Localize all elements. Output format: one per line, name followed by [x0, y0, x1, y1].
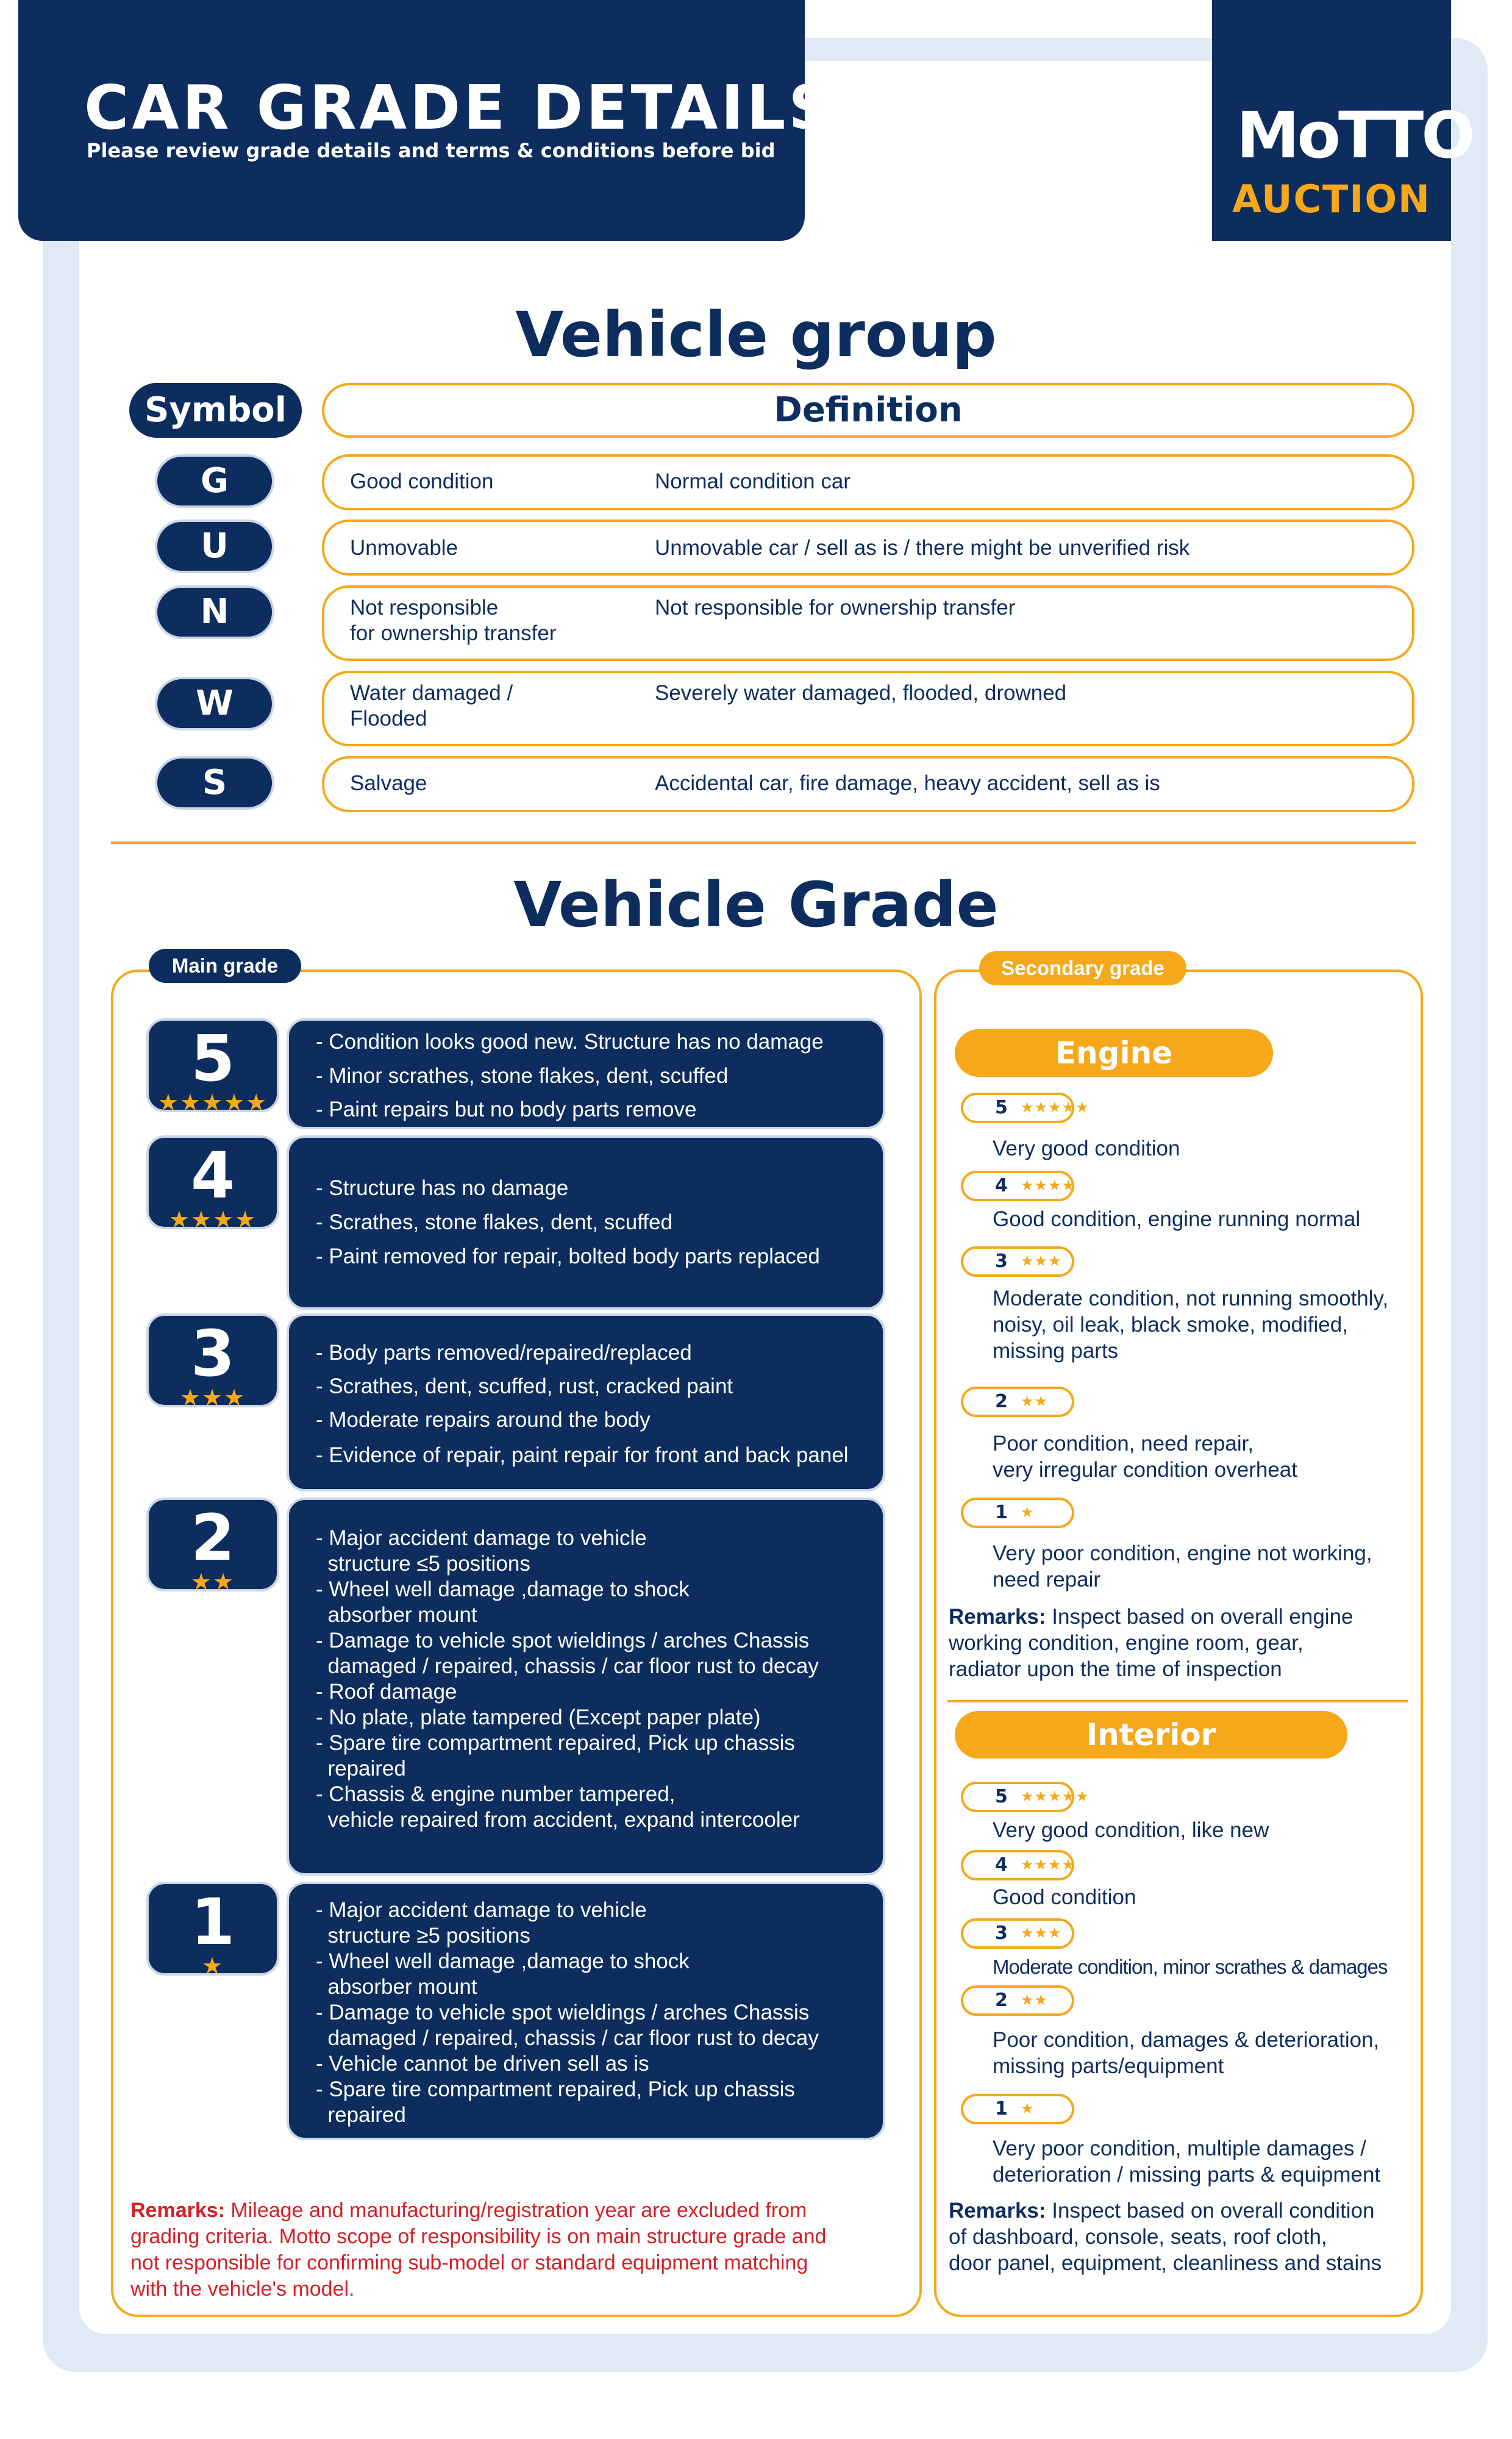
star-icon: ★★ [190, 1569, 235, 1595]
grade-line: - Wheel well damage ,damage to shock [316, 1949, 690, 1973]
engine-grade-3-pill [961, 1246, 1074, 1277]
remarks-label: Remarks: [949, 2199, 1046, 2223]
grade-line: - No plate, plate tampered (Except paper plate) [316, 1705, 761, 1729]
star-icon: ★★★★★ [1021, 1788, 1089, 1805]
grade-number: 3 [190, 1316, 235, 1391]
grade-line: - Scrathes, stone flakes, dent, scuffed [316, 1210, 672, 1234]
grade-line: - Condition looks good new. Structure has no damage [316, 1030, 824, 1054]
grade-3-description [287, 1313, 885, 1491]
grade-line: damaged / repaired, chassis / car floor rust to decay [316, 1654, 819, 1678]
grade-line: damaged / repaired, chassis / car floor rust to decay [316, 2026, 819, 2050]
grade-1-description [287, 1882, 885, 2140]
engine-grade-5-pill [961, 1093, 1089, 1123]
engine-grade-2-text: Poor condition, need repair, very irregular condition overheat [993, 1432, 1297, 1482]
grade-line: - Vehicle cannot be driven sell as is [316, 2052, 649, 2076]
grade-3-badge [146, 1313, 279, 1411]
group-row-g [322, 454, 1414, 510]
engine-grade-2-pill [961, 1387, 1074, 1417]
remarks-text: Inspect based on overall engine working condition, engine room, gear, radiator upon the time of inspection [949, 1605, 1353, 1681]
interior-remarks [949, 2198, 1418, 2276]
grade-line: - Structure has no damage [316, 1176, 569, 1200]
interior-grade-3-pill [961, 1918, 1074, 1949]
vehicle-grade-title: Vehicle Grade [513, 869, 999, 941]
group-symbol-u: U [155, 520, 274, 573]
engine-grade-4-pill [961, 1171, 1074, 1201]
grade-1-badge [146, 1882, 279, 1979]
group-row-s [322, 756, 1414, 812]
engine-grade-4-text: Good condition, engine running normal [993, 1207, 1361, 1231]
grade-line: vehicle repaired from accident, expand intercooler [316, 1808, 800, 1832]
engine-grade-5-text: Very good condition [993, 1137, 1180, 1160]
engine-grade-3-text: Moderate condition, not running smoothly, noisy, oil leak, black smoke, modified, missing parts [993, 1287, 1389, 1363]
section-divider [111, 841, 1416, 844]
group-symbol-s: S [155, 756, 274, 810]
remarks-label: Remarks: [949, 1605, 1046, 1629]
grade-4-badge [146, 1135, 279, 1233]
grade-5-badge [146, 1018, 279, 1116]
remarks-text: Mileage and manufacturing/registration year are excluded from grading criteria. Motto scope of responsibility is on main structure grade and not responsible for confirming sub-model or standard equipment matching with the vehicle's model. [130, 2199, 827, 2301]
interior-header: Interior [955, 1711, 1347, 1759]
grade-number: 1 [190, 1885, 235, 1959]
grade-line: - Chassis & engine number tampered, [316, 1782, 676, 1806]
grade-number: 3 [995, 1923, 1008, 1944]
definition-header: Definition [322, 383, 1414, 438]
secondary-grade-label: Secondary grade [979, 951, 1186, 985]
interior-grade-4-text: Good condition [993, 1885, 1136, 1909]
group-row-u [322, 520, 1414, 576]
star-icon: ★ [1021, 2101, 1035, 2117]
logo-subtext: AUCTION [1232, 177, 1431, 221]
group-row-w [322, 671, 1414, 746]
star-icon: ★★★★ [1021, 1177, 1076, 1194]
grade-number: 1 [995, 2098, 1008, 2119]
engine-remarks [949, 1604, 1418, 1682]
interior-grade-2-text: Poor condition, damages & deterioration, missing parts/equipment [993, 2028, 1380, 2078]
vehicle-group-title: Vehicle group [515, 299, 997, 371]
remarks-text: Inspect based on overall condition of dashboard, console, seats, roof cloth, door panel, equipment, cleanliness and stains [949, 2199, 1382, 2275]
group-name: Water damaged / Flooded [350, 681, 513, 730]
grade-number: 5 [995, 1097, 1008, 1118]
grade-line: - Damage to vehicle spot wieldings / arches Chassis [316, 2001, 810, 2024]
group-definition: Normal condition car [655, 470, 850, 493]
group-definition: Severely water damaged, flooded, drowned [655, 681, 1067, 705]
grade-number: 4 [190, 1138, 235, 1213]
page-title: CAR GRADE DETAILS [84, 72, 836, 143]
grade-line: - Scrathes, dent, scuffed, rust, cracked paint [316, 1374, 733, 1398]
grade-number: 3 [995, 1251, 1008, 1272]
main-grade-remarks [130, 2198, 917, 2302]
grade-line: - Wheel well damage ,damage to shock [316, 1577, 690, 1601]
group-name: Not responsible for ownership transfer [350, 596, 557, 645]
engine-header: Engine [955, 1029, 1273, 1077]
star-icon: ★★★★★ [157, 1090, 268, 1116]
grade-line: - Major accident damage to vehicle [316, 1526, 647, 1550]
group-name: Unmovable [350, 536, 458, 560]
grade-4-description [287, 1135, 885, 1310]
grade-line: - Paint removed for repair, bolted body parts replaced [316, 1244, 820, 1268]
interior-grade-1-pill [961, 2094, 1074, 2124]
group-symbol-g: G [155, 454, 274, 508]
grade-line: - Body parts removed/repaired/replaced [316, 1341, 692, 1365]
symbol-header: Symbol [129, 383, 302, 438]
group-definition: Unmovable car / sell as is / there might be unverified risk [655, 536, 1190, 560]
star-icon: ★★★ [179, 1385, 246, 1411]
grade-line: - Evidence of repair, paint repair for front and back panel [316, 1443, 849, 1467]
star-icon: ★ [1021, 1504, 1035, 1521]
grade-line: structure ≥5 positions [316, 1924, 530, 1948]
star-icon: ★★★ [1021, 1925, 1062, 1941]
grade-line: repaired [316, 2103, 406, 2127]
grade-number: 1 [995, 1502, 1008, 1523]
star-icon: ★★ [1021, 1992, 1049, 2009]
interior-grade-3-text: Moderate condition, minor scrathes & damages [993, 1955, 1388, 1978]
group-definition: Not responsible for ownership transfer [655, 596, 1016, 620]
grade-line: - Roof damage [316, 1680, 457, 1704]
grade-number: 2 [995, 1990, 1008, 2011]
group-symbol-n: N [155, 585, 274, 639]
grade-line: - Paint repairs but no body parts remove [316, 1098, 697, 1121]
engine-grade-1-text: Very poor condition, engine not working, need repair [993, 1541, 1372, 1591]
grade-number: 4 [995, 1854, 1008, 1876]
grade-line: absorber mount [316, 1975, 477, 1999]
grade-line: - Damage to vehicle spot wieldings / arches Chassis [316, 1629, 810, 1652]
star-icon: ★★ [1021, 1393, 1049, 1410]
page-subtitle: Please review grade details and terms & conditions before bid [87, 139, 776, 162]
interior-grade-1-text: Very poor condition, multiple damages / deterioration / missing parts & equipment [993, 2137, 1381, 2187]
grade-number: 2 [995, 1391, 1008, 1412]
grade-number: 5 [995, 1786, 1008, 1807]
group-row-n [322, 585, 1414, 661]
group-name: Salvage [350, 771, 427, 795]
group-name: Good condition [350, 470, 494, 493]
grade-line: - Major accident damage to vehicle [316, 1898, 647, 1922]
header-banner [18, 0, 836, 241]
grade-line: - Spare tire compartment repaired, Pick up chassis [316, 1731, 795, 1755]
grade-line: - Spare tire compartment repaired, Pick up chassis [316, 2077, 795, 2101]
logo-wordmark: MoTTO [1236, 98, 1473, 173]
grade-line: absorber mount [316, 1603, 477, 1627]
grade-line: structure ≤5 positions [316, 1552, 530, 1576]
star-icon: ★★★★ [168, 1207, 257, 1233]
star-icon: ★★★★★ [1021, 1099, 1089, 1116]
grade-5-description [287, 1018, 885, 1129]
grade-line: repaired [316, 1757, 406, 1780]
secondary-divider [947, 1700, 1408, 1702]
motto-auction-logo [1212, 0, 1473, 241]
main-grade-label: Main grade [149, 949, 301, 983]
grade-number: 2 [190, 1501, 235, 1575]
engine-grade-1-pill [961, 1498, 1074, 1528]
interior-grade-2-pill [961, 1985, 1074, 2016]
star-icon: ★★★ [1021, 1253, 1062, 1269]
grade-line: - Moderate repairs around the body [316, 1408, 651, 1432]
interior-grade-5-pill [961, 1782, 1089, 1812]
star-icon: ★★★★ [1021, 1857, 1076, 1873]
interior-grade-5-text: Very good condition, like new [993, 1818, 1269, 1842]
grade-number: 5 [190, 1021, 235, 1096]
group-symbol-w: W [155, 677, 274, 730]
remarks-label: Remarks: [130, 2199, 225, 2222]
grade-2-description [287, 1498, 885, 1876]
group-definition: Accidental car, fire damage, heavy accident, sell as is [655, 771, 1160, 795]
interior-grade-4-pill [961, 1850, 1074, 1880]
star-icon: ★ [201, 1954, 224, 1979]
grade-2-badge [146, 1498, 279, 1595]
grade-line: - Minor scrathes, stone flakes, dent, scuffed [316, 1064, 729, 1088]
grade-number: 4 [995, 1175, 1008, 1196]
